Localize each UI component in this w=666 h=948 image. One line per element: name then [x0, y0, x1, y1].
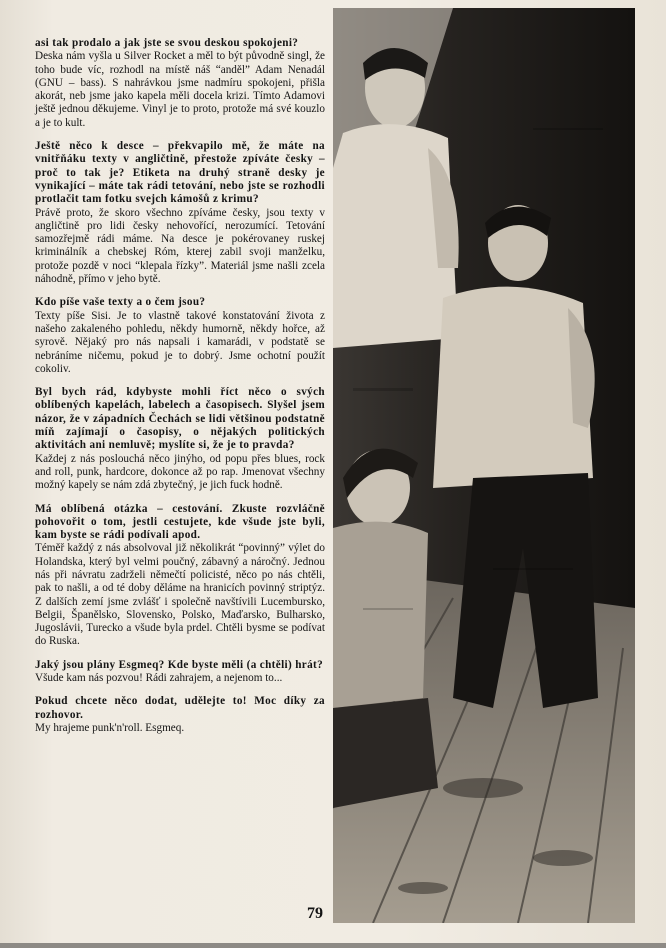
answer-4: Každej z nás poslouchá něco jinýho, od popu přes blues, rock and roll, punk, hardcore, dokonce až po rap. Jmenovat všechny možný kapely se nám zdá zbytečný, je jich fuck hodně. [35, 452, 325, 492]
question-6: Jaký jsou plány Esgmeq? Kde byste měli (a chtěli) hrát? [35, 658, 324, 671]
question-2: Ještě něco k desce – překvapilo mě, že máte na vnitřňáku texty v angličtině, přestože zpíváte česky – proč to tak je? Etiketa na druhý straně desky je vynikající – máte tak rádi tetování, nebo jste se rozhodli protlačit tam fotku svejch kámošů z krimu? [35, 140, 325, 206]
page-number: 79 [307, 905, 323, 922]
question-7: Pokud chcete něco dodat, udělejte to! Moc díky za rozhovor. [35, 695, 325, 721]
qa-block-6 [35, 659, 325, 686]
answer-1: Deska nám vyšla u Silver Rocket a měl to být původně singl, že toho bude víc, rozhodl na místě náš “anděl” Adam Nenadál (GNU – bass). S nahrávkou jsme nadmíru spokojeni, přišla akorát, neb jsme jako kapela měli docela krizi. Tímto Adamovi ještě jednou děkujeme. Vinyl je to proto, protože má své kouzlo a je to kult. [35, 50, 325, 129]
answer-2: Právě proto, že skoro všechno zpíváme česky, jsou texty v angličtině pro lidi česky nehovořící, nerozumící. Tetování samozřejmě rádi máme. Na desce je pokérovaney ruskej kriminálník a chebskej Róm, kterej zabil svoji manželku, protože pozdě v noci “klepala řízky”. Materiál jsme našli zcela náhodně, přímo v jeho bytě. [35, 206, 325, 286]
question-3: Kdo píše vaše texty a o čem jsou? [35, 296, 206, 309]
qa-block-3 [35, 296, 325, 376]
band-photo [333, 8, 635, 923]
question-4: Byl bych rád, kdybyste mohli říct něco o svých oblíbených kapelách, labelech a časopisech. Slyšel jsem názor, že v západních Čechách se lidi většinou podstatně míň zajímají o časopisy, o nějakých politických aktivitách ani nemluvě; myslíte si, že je to pravda? [35, 386, 325, 452]
qa-block-4 [35, 386, 325, 492]
answer-3: Texty píše Sisi. Je to vlastně takové konstatování života z našeho zakaleného pohledu, někdy humorně, někdy hořce, až syrově. Nějaký pro nás napsali i kamarádi, v podstatě se nebráníme ničemu, pokud je to dobrý. Jsme ochotní použít cokoliv. [35, 309, 325, 375]
scan-bottom-edge [0, 943, 666, 948]
band-photo-illustration [333, 8, 635, 923]
interview-text-column [35, 37, 325, 745]
answer-5: Téměř každý z nás absolvoval již několikrát “povinný” výlet do Holandska, který byl velmi poučný, zábavný a náročný. Jednou nás při návratu zadrželi němečtí policisté, něco po nás chtěli, pak to našli, a od té doby děláme na hranicích povinný striptýz. Z dalších zemí jsme zvlášť i společně navštívili Lucembursko, Belgii, Španělsko, Slovensko, Polsko, Maďarsko, Bulharsko, Jugoslávii, Turecko a všude byla prdel. Chtěli bysme se podívat do Ruska. [35, 542, 325, 648]
answer-6: Všude kam nás pozvou! Rádi zahrajem, a nejenom to... [35, 672, 283, 685]
answer-7: My hrajeme punk'n'roll. Esgmeq. [35, 721, 185, 734]
qa-block-1 [35, 37, 325, 130]
qa-block-2 [35, 140, 325, 286]
question-5: Má oblíbená otázka – cestování. Zkuste rozvláčně pohovořit o tom, jestli cestujete, kde všude jste byli, kam byste se rádi podívali apod. [35, 502, 325, 542]
question-1: asi tak prodalo a jak jste se svou deskou spokojeni? [35, 37, 299, 49]
qa-block-7 [35, 695, 325, 735]
qa-block-5 [35, 503, 325, 649]
